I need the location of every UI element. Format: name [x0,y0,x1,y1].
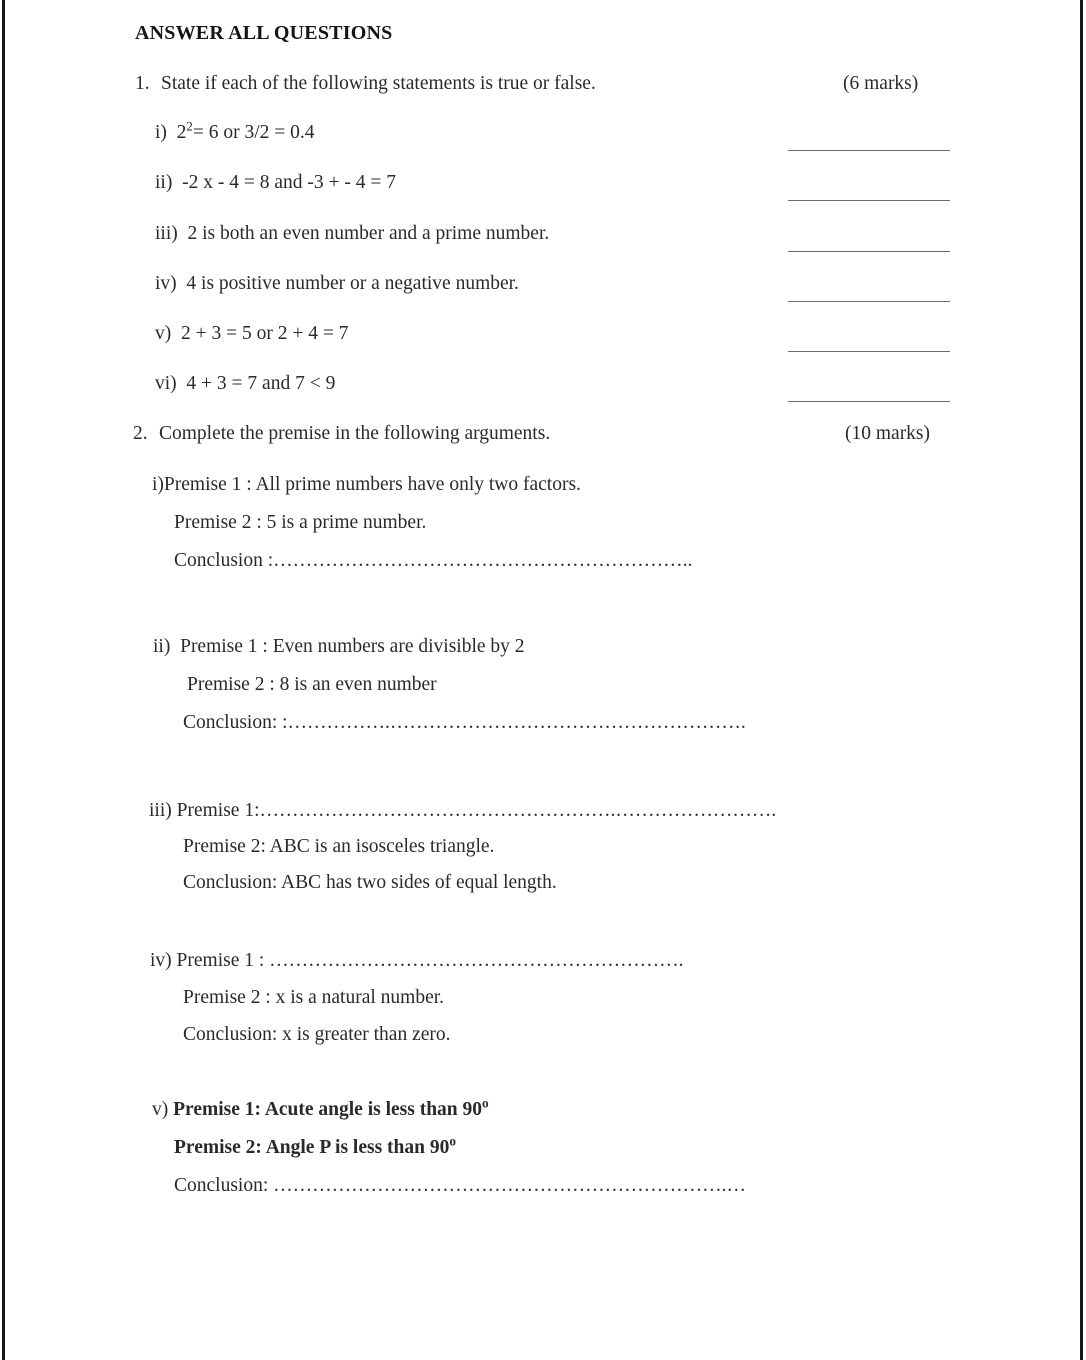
question-1-marks: (6 marks) [843,73,919,94]
item-iv-text: 4 is positive number or a negative number. [186,273,519,294]
question-2-number: 2. [133,423,148,444]
argument-i-line-2: Premise 2 : 5 is a prime number. [174,512,427,533]
page-edge-left [2,0,5,1360]
argument-ii-premise-1: Premise 1 : Even numbers are divisible by 2 [180,636,525,657]
item-v-label: v) [155,323,172,344]
question-1-item-i [155,119,315,144]
degree-symbol-1: o [482,1095,489,1111]
argument-iv-line-2: Premise 2 : x is a natural number. [183,987,445,1008]
answer-line-i[interactable] [788,150,950,151]
item-i-text-before: 2 [176,122,187,143]
argument-iv-line-1[interactable] [150,950,684,972]
argument-i-line-1 [152,474,581,496]
argument-iii-premise-1: Premise 1:……………………………………………….……………………. [176,800,777,821]
argument-iv-premise-1: Premise 1 : ………………………………………………………. [176,950,684,971]
argument-iii-line-1[interactable] [149,800,776,822]
argument-i-premise-1: Premise 1 : All prime numbers have only two factors. [163,474,581,495]
question-1-number: 1. [135,73,150,94]
argument-ii-label: ii) [153,636,171,657]
question-1-item-iii [155,223,549,245]
answer-line-iv[interactable] [788,301,950,302]
page-title: ANSWER ALL QUESTIONS [135,22,393,44]
argument-ii-conclusion[interactable]: Conclusion: :…………….………………………………………………. [183,712,746,733]
argument-iii-line-2: Premise 2: ABC is an isosceles triangle. [183,836,495,857]
item-i-superscript: 2 [186,119,193,134]
argument-v-label: v) [152,1099,169,1120]
answer-line-ii[interactable] [788,200,950,201]
question-2-row [133,423,963,445]
argument-ii-line-2: Premise 2 : 8 is an even number [187,674,437,695]
item-i-text-after: = 6 or 3/2 = 0.4 [192,122,315,143]
argument-i-conclusion[interactable]: Conclusion :……………………………………………………….. [174,550,693,571]
question-1-row [135,73,965,95]
question-1-item-ii [155,172,396,194]
question-2-prompt: Complete the premise in the following arguments. [159,423,551,444]
question-1-item-v [155,323,348,345]
item-iv-label: iv) [155,273,177,294]
item-v-text: 2 + 3 = 5 or 2 + 4 = 7 [181,323,349,344]
argument-iv-label: iv) [150,950,172,971]
item-iii-text: 2 is both an even number and a prime number. [187,223,550,244]
argument-v-line-1 [152,1095,489,1121]
question-1-prompt: State if each of the following statements is true or false. [161,73,596,94]
argument-v-premise-2: Premise 2: Angle P is less than 90 [174,1137,450,1158]
question-1-item-iv [155,273,519,295]
item-i-label: i) [155,122,167,143]
question-2-marks: (10 marks) [845,423,931,444]
argument-iii-conclusion: Conclusion: ABC has two sides of equal length. [183,872,557,893]
item-vi-label: vi) [155,373,177,394]
answer-line-iii[interactable] [788,251,950,252]
argument-v-conclusion[interactable]: Conclusion: …………………………………………………………….… [174,1175,747,1196]
question-1-item-vi [155,373,335,395]
item-ii-label: ii) [155,172,173,193]
argument-v-line-2 [174,1133,456,1159]
page-edge-right [1080,0,1083,1360]
item-ii-text: -2 x - 4 = 8 and -3 + - 4 = 7 [182,172,396,193]
argument-iii-label: iii) [149,800,172,821]
answer-line-vi[interactable] [788,401,950,402]
argument-i-label: i) [152,474,164,495]
degree-symbol-2: o [449,1133,456,1149]
answer-line-v[interactable] [788,351,950,352]
argument-ii-line-1 [153,636,525,658]
item-iii-label: iii) [155,223,178,244]
argument-iv-conclusion: Conclusion: x is greater than zero. [183,1024,451,1045]
item-vi-text: 4 + 3 = 7 and 7 < 9 [186,373,336,394]
argument-v-premise-1: Premise 1: Acute angle is less than 90 [173,1099,483,1120]
